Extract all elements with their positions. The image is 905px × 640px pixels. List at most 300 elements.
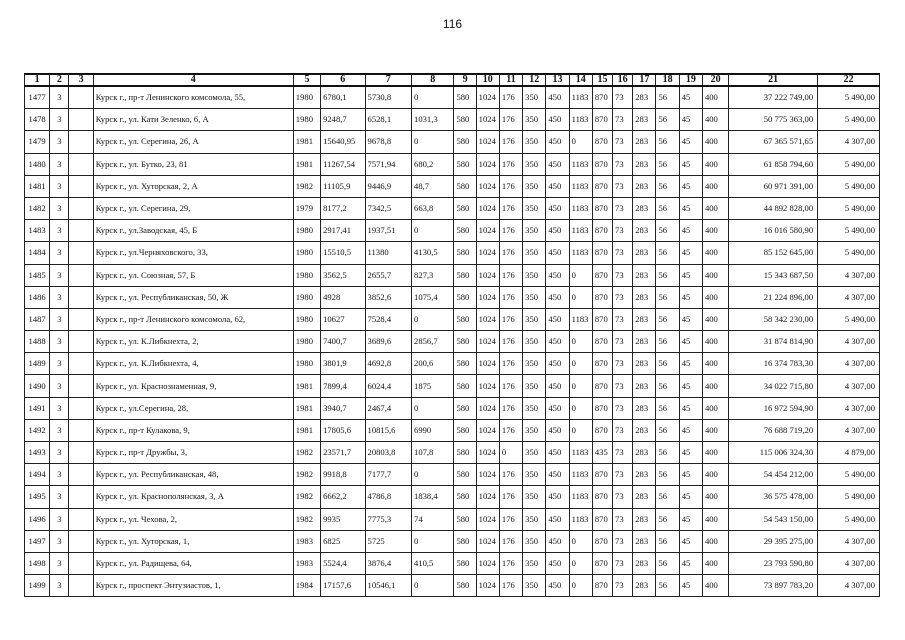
- table-cell: 2856,7: [412, 331, 454, 353]
- table-cell: 3: [50, 86, 69, 109]
- table-cell: 1024: [476, 197, 499, 219]
- table-cell: 73: [613, 397, 633, 419]
- table-cell: 1838,4: [412, 486, 454, 508]
- table-cell: 3801,9: [321, 353, 365, 375]
- table-cell: 350: [523, 552, 546, 574]
- table-cell: 6528,1: [365, 109, 411, 131]
- table-cell: 5725: [365, 530, 411, 552]
- table-cell: 0: [569, 264, 592, 286]
- table-cell: 400: [702, 464, 728, 486]
- table-cell: 20803,8: [365, 442, 411, 464]
- table-cell: 400: [702, 220, 728, 242]
- table-cell: 580: [454, 486, 476, 508]
- table-cell: 450: [546, 442, 569, 464]
- table-cell: 1485: [25, 264, 50, 286]
- table-cell: 3: [50, 220, 69, 242]
- table-cell: 1979: [293, 197, 320, 219]
- table-row: [25, 86, 880, 109]
- table-cell: 73: [613, 153, 633, 175]
- table-cell: 3: [50, 442, 69, 464]
- table-cell: 3: [50, 397, 69, 419]
- table-cell: 1875: [412, 375, 454, 397]
- table-cell: 45: [679, 464, 702, 486]
- table-cell: 3: [50, 353, 69, 375]
- table-row: [25, 419, 880, 441]
- table-cell: 1984: [293, 575, 320, 597]
- table-cell: 56: [656, 486, 679, 508]
- table-cell: 450: [546, 109, 569, 131]
- table-cell: 56: [656, 109, 679, 131]
- table-cell: 1937,51: [365, 220, 411, 242]
- table-row: [25, 197, 880, 219]
- table-cell: Курск г., ул. Чехова, 2,: [93, 508, 293, 530]
- table-cell: 580: [454, 464, 476, 486]
- table-cell: 5 490,00: [818, 86, 880, 109]
- table-cell: 10627: [321, 308, 365, 330]
- table-cell: 1480: [25, 153, 50, 175]
- table-cell: 50 775 363,00: [729, 109, 818, 131]
- table-cell: 3689,6: [365, 331, 411, 353]
- table-cell: 8177,2: [321, 197, 365, 219]
- table-cell: 0: [569, 286, 592, 308]
- table-cell: 350: [523, 575, 546, 597]
- table-cell: 2467,4: [365, 397, 411, 419]
- table-cell: 870: [592, 197, 612, 219]
- table-cell: 3: [50, 486, 69, 508]
- table-cell: 1024: [476, 242, 499, 264]
- table-cell: 0: [569, 575, 592, 597]
- header-row: [25, 74, 880, 86]
- table-cell: 283: [633, 264, 656, 286]
- table-cell: 1183: [569, 220, 592, 242]
- table-cell: 56: [656, 131, 679, 153]
- table-cell: 5524,4: [321, 552, 365, 574]
- table-cell: 450: [546, 286, 569, 308]
- table-cell: 870: [592, 153, 612, 175]
- table-cell: 56: [656, 86, 679, 109]
- table-cell: 61 858 794,60: [729, 153, 818, 175]
- table-cell: 450: [546, 530, 569, 552]
- table-cell: 350: [523, 131, 546, 153]
- table-cell: [69, 464, 93, 486]
- table-cell: 1478: [25, 109, 50, 131]
- table-cell: 54 454 212,00: [729, 464, 818, 486]
- table-cell: [69, 286, 93, 308]
- table-cell: 73: [613, 464, 633, 486]
- table-cell: 870: [592, 242, 612, 264]
- table-cell: 1982: [293, 486, 320, 508]
- table-row: [25, 109, 880, 131]
- table-cell: 56: [656, 197, 679, 219]
- table-cell: 450: [546, 486, 569, 508]
- table-row: [25, 308, 880, 330]
- table-cell: Курск г., ул. Краснополянская, 3, А: [93, 486, 293, 508]
- table-cell: 56: [656, 353, 679, 375]
- table-cell: 1481: [25, 175, 50, 197]
- table-cell: 23 793 590,80: [729, 552, 818, 574]
- table-cell: 283: [633, 375, 656, 397]
- table-cell: 1024: [476, 131, 499, 153]
- table-cell: 400: [702, 552, 728, 574]
- table-cell: 450: [546, 508, 569, 530]
- table-cell: 1183: [569, 442, 592, 464]
- table-cell: 3: [50, 308, 69, 330]
- table-cell: 200,6: [412, 353, 454, 375]
- table-cell: 400: [702, 419, 728, 441]
- table-cell: 5730,8: [365, 86, 411, 109]
- table-cell: 580: [454, 197, 476, 219]
- table-cell: 3: [50, 175, 69, 197]
- table-cell: 6024,4: [365, 375, 411, 397]
- table-cell: 45: [679, 286, 702, 308]
- table-cell: 1024: [476, 264, 499, 286]
- table-cell: 1980: [293, 308, 320, 330]
- table-cell: 1024: [476, 552, 499, 574]
- table-cell: 1492: [25, 419, 50, 441]
- table-cell: 450: [546, 419, 569, 441]
- table-cell: 1024: [476, 331, 499, 353]
- table-cell: 870: [592, 109, 612, 131]
- table-cell: 450: [546, 331, 569, 353]
- table-cell: 400: [702, 264, 728, 286]
- table-cell: 5 490,00: [818, 486, 880, 508]
- column-header: 16: [613, 74, 633, 86]
- table-cell: 0: [412, 575, 454, 597]
- table-row: [25, 552, 880, 574]
- table-cell: 1024: [476, 442, 499, 464]
- table-cell: 6662,2: [321, 486, 365, 508]
- table-row: [25, 375, 880, 397]
- table-cell: Курск г., ул. Серегина, 29,: [93, 197, 293, 219]
- table-cell: 0: [412, 86, 454, 109]
- table-cell: 870: [592, 419, 612, 441]
- table-cell: 176: [499, 286, 522, 308]
- table-cell: 176: [499, 220, 522, 242]
- table-row: [25, 153, 880, 175]
- table-cell: 5 490,00: [818, 109, 880, 131]
- table-cell: 1981: [293, 131, 320, 153]
- table-cell: 3562,5: [321, 264, 365, 286]
- table-cell: 680,2: [412, 153, 454, 175]
- table-cell: 7400,7: [321, 331, 365, 353]
- table-cell: 870: [592, 508, 612, 530]
- table-cell: 2655,7: [365, 264, 411, 286]
- table-cell: 21 224 896,00: [729, 286, 818, 308]
- table-cell: 16 016 580,90: [729, 220, 818, 242]
- column-header: 20: [702, 74, 728, 86]
- table-cell: 176: [499, 86, 522, 109]
- table-cell: 3: [50, 530, 69, 552]
- table-cell: Курск г., ул. Бутко, 23, 81: [93, 153, 293, 175]
- table-cell: 400: [702, 86, 728, 109]
- table-row: [25, 508, 880, 530]
- table-cell: 176: [499, 575, 522, 597]
- table-cell: 400: [702, 486, 728, 508]
- column-header: 8: [412, 74, 454, 86]
- table-cell: 450: [546, 175, 569, 197]
- table-cell: 73: [613, 286, 633, 308]
- table-cell: 350: [523, 442, 546, 464]
- table-cell: 3: [50, 575, 69, 597]
- table-cell: 15640,95: [321, 131, 365, 153]
- table-cell: 350: [523, 286, 546, 308]
- table-cell: 56: [656, 264, 679, 286]
- table-cell: 73: [613, 508, 633, 530]
- table-row: [25, 175, 880, 197]
- table-cell: 283: [633, 442, 656, 464]
- table-cell: 56: [656, 575, 679, 597]
- table-cell: 350: [523, 242, 546, 264]
- table-cell: 73: [613, 197, 633, 219]
- table-cell: 56: [656, 308, 679, 330]
- table-cell: Курск г., пр-т Ленинского комсомола, 62,: [93, 308, 293, 330]
- table-cell: 45: [679, 486, 702, 508]
- table-cell: 73: [613, 131, 633, 153]
- column-header: 18: [656, 74, 679, 86]
- table-cell: 9446,9: [365, 175, 411, 197]
- column-header: 4: [93, 74, 293, 86]
- table-cell: 45: [679, 131, 702, 153]
- table-cell: 450: [546, 264, 569, 286]
- table-cell: 350: [523, 331, 546, 353]
- table-cell: 23571,7: [321, 442, 365, 464]
- table-cell: 580: [454, 242, 476, 264]
- table-cell: 1024: [476, 353, 499, 375]
- table-cell: 0: [569, 131, 592, 153]
- table-cell: 1498: [25, 552, 50, 574]
- table-cell: 1183: [569, 86, 592, 109]
- column-header: 19: [679, 74, 702, 86]
- table-cell: 1183: [569, 242, 592, 264]
- table-cell: 870: [592, 397, 612, 419]
- table-cell: 176: [499, 131, 522, 153]
- table-cell: 4 307,00: [818, 286, 880, 308]
- table-cell: 0: [412, 397, 454, 419]
- table-cell: [69, 131, 93, 153]
- column-header: 12: [523, 74, 546, 86]
- table-cell: 1024: [476, 375, 499, 397]
- table-cell: Курск г., проспект Энтузиастов, 1,: [93, 575, 293, 597]
- table-cell: 4 307,00: [818, 397, 880, 419]
- table-cell: 76 688 719,20: [729, 419, 818, 441]
- table-cell: 3: [50, 331, 69, 353]
- column-header: 13: [546, 74, 569, 86]
- table-cell: [69, 353, 93, 375]
- table-cell: 0: [569, 353, 592, 375]
- table-row: [25, 486, 880, 508]
- table-cell: 34 022 715,80: [729, 375, 818, 397]
- column-header: 11: [499, 74, 522, 86]
- table-cell: 870: [592, 331, 612, 353]
- table-cell: 350: [523, 86, 546, 109]
- table-cell: 400: [702, 286, 728, 308]
- table-cell: 400: [702, 331, 728, 353]
- table-cell: 3: [50, 286, 69, 308]
- column-header: 15: [592, 74, 612, 86]
- table-cell: 5 490,00: [818, 508, 880, 530]
- table-cell: 1493: [25, 442, 50, 464]
- housing-table: [24, 73, 880, 597]
- table-cell: 1024: [476, 153, 499, 175]
- table-cell: 2917,41: [321, 220, 365, 242]
- table-cell: 450: [546, 397, 569, 419]
- table-cell: 73: [613, 86, 633, 109]
- table-cell: 9678,8: [365, 131, 411, 153]
- table-cell: Курск г., ул. Краснознаменная, 9,: [93, 375, 293, 397]
- table-cell: 1487: [25, 308, 50, 330]
- table-cell: 580: [454, 353, 476, 375]
- table-cell: 176: [499, 308, 522, 330]
- table-cell: 73: [613, 486, 633, 508]
- table-cell: 54 543 150,00: [729, 508, 818, 530]
- table-cell: Курск г., ул. Радищева, 64,: [93, 552, 293, 574]
- table-cell: 73: [613, 264, 633, 286]
- table-cell: 3940,7: [321, 397, 365, 419]
- table-row: [25, 530, 880, 552]
- table-cell: 1483: [25, 220, 50, 242]
- table-cell: 5 490,00: [818, 175, 880, 197]
- table-cell: 1477: [25, 86, 50, 109]
- table-cell: 4 307,00: [818, 552, 880, 574]
- table-cell: 176: [499, 331, 522, 353]
- table-cell: 1980: [293, 286, 320, 308]
- table-cell: 580: [454, 530, 476, 552]
- table-cell: 4786,8: [365, 486, 411, 508]
- table-cell: 400: [702, 397, 728, 419]
- table-cell: 7528,4: [365, 308, 411, 330]
- table-cell: 580: [454, 109, 476, 131]
- table-body: [25, 86, 880, 597]
- table-cell: 4 307,00: [818, 530, 880, 552]
- table-cell: 0: [412, 464, 454, 486]
- table-cell: [69, 109, 93, 131]
- table-cell: 4928: [321, 286, 365, 308]
- table-cell: 1980: [293, 242, 320, 264]
- table-cell: 176: [499, 264, 522, 286]
- table-cell: 5 490,00: [818, 242, 880, 264]
- table-cell: 1983: [293, 530, 320, 552]
- table-cell: [69, 419, 93, 441]
- table-cell: 0: [499, 442, 522, 464]
- table-cell: 45: [679, 308, 702, 330]
- table-row: [25, 442, 880, 464]
- table-cell: 350: [523, 419, 546, 441]
- table-row: [25, 331, 880, 353]
- column-header: 9: [454, 74, 476, 86]
- table-cell: 1980: [293, 331, 320, 353]
- table-cell: [69, 197, 93, 219]
- table-cell: 6825: [321, 530, 365, 552]
- table-cell: 3: [50, 197, 69, 219]
- table-cell: 0: [569, 331, 592, 353]
- table-cell: 400: [702, 175, 728, 197]
- table-cell: 3: [50, 419, 69, 441]
- table-row: [25, 353, 880, 375]
- table-cell: 283: [633, 530, 656, 552]
- column-header: 7: [365, 74, 411, 86]
- table-cell: 580: [454, 508, 476, 530]
- table-cell: 16 972 594,90: [729, 397, 818, 419]
- table-cell: 73: [613, 575, 633, 597]
- table-cell: 85 152 645,00: [729, 242, 818, 264]
- table-cell: 283: [633, 331, 656, 353]
- table-cell: 56: [656, 153, 679, 175]
- table-cell: 350: [523, 308, 546, 330]
- table-cell: 283: [633, 575, 656, 597]
- table-cell: 1499: [25, 575, 50, 597]
- table-cell: 450: [546, 197, 569, 219]
- table-cell: 283: [633, 86, 656, 109]
- table-cell: 5 490,00: [818, 220, 880, 242]
- table-cell: 3: [50, 131, 69, 153]
- table-cell: 1024: [476, 175, 499, 197]
- table-cell: 450: [546, 353, 569, 375]
- table-cell: 5 490,00: [818, 153, 880, 175]
- table-cell: 1031,3: [412, 109, 454, 131]
- table-cell: 1479: [25, 131, 50, 153]
- table-cell: 7775,3: [365, 508, 411, 530]
- table-cell: [69, 552, 93, 574]
- table-cell: 5 490,00: [818, 308, 880, 330]
- table-cell: 1482: [25, 197, 50, 219]
- table-cell: 1496: [25, 508, 50, 530]
- table-cell: 1183: [569, 508, 592, 530]
- table-cell: 1024: [476, 486, 499, 508]
- table-cell: 73: [613, 353, 633, 375]
- table-cell: 870: [592, 552, 612, 574]
- table-cell: 7899,4: [321, 375, 365, 397]
- table-cell: 410,5: [412, 552, 454, 574]
- table-cell: 3876,4: [365, 552, 411, 574]
- table-cell: Курск г., пр-т Ленинского комсомола, 55,: [93, 86, 293, 109]
- table-cell: 283: [633, 464, 656, 486]
- table-cell: 48,7: [412, 175, 454, 197]
- table-cell: 350: [523, 353, 546, 375]
- table-cell: 11380: [365, 242, 411, 264]
- table-cell: 450: [546, 220, 569, 242]
- table-cell: 56: [656, 397, 679, 419]
- table-cell: 45: [679, 508, 702, 530]
- table-cell: 283: [633, 175, 656, 197]
- table-cell: 283: [633, 131, 656, 153]
- table-cell: 4 307,00: [818, 353, 880, 375]
- table-cell: 73: [613, 419, 633, 441]
- table-cell: 4 307,00: [818, 375, 880, 397]
- table-cell: 1983: [293, 552, 320, 574]
- table-cell: Курск г., ул. Республиканская, 50, Ж: [93, 286, 293, 308]
- table-cell: 580: [454, 86, 476, 109]
- column-header: 21: [729, 74, 818, 86]
- table-cell: [69, 308, 93, 330]
- table-cell: 1183: [569, 308, 592, 330]
- table-cell: 56: [656, 552, 679, 574]
- table-cell: Курск г., ул. Союзная, 57, Б: [93, 264, 293, 286]
- table-cell: 56: [656, 419, 679, 441]
- table-cell: 73: [613, 308, 633, 330]
- table-cell: 283: [633, 397, 656, 419]
- table-cell: 1183: [569, 109, 592, 131]
- table-cell: 870: [592, 308, 612, 330]
- table-cell: 73: [613, 331, 633, 353]
- table-cell: 580: [454, 331, 476, 353]
- table-cell: 4692,8: [365, 353, 411, 375]
- table-cell: 56: [656, 242, 679, 264]
- table-cell: [69, 442, 93, 464]
- table-cell: 1980: [293, 109, 320, 131]
- table-cell: 1484: [25, 242, 50, 264]
- table-cell: 350: [523, 175, 546, 197]
- table-cell: 283: [633, 552, 656, 574]
